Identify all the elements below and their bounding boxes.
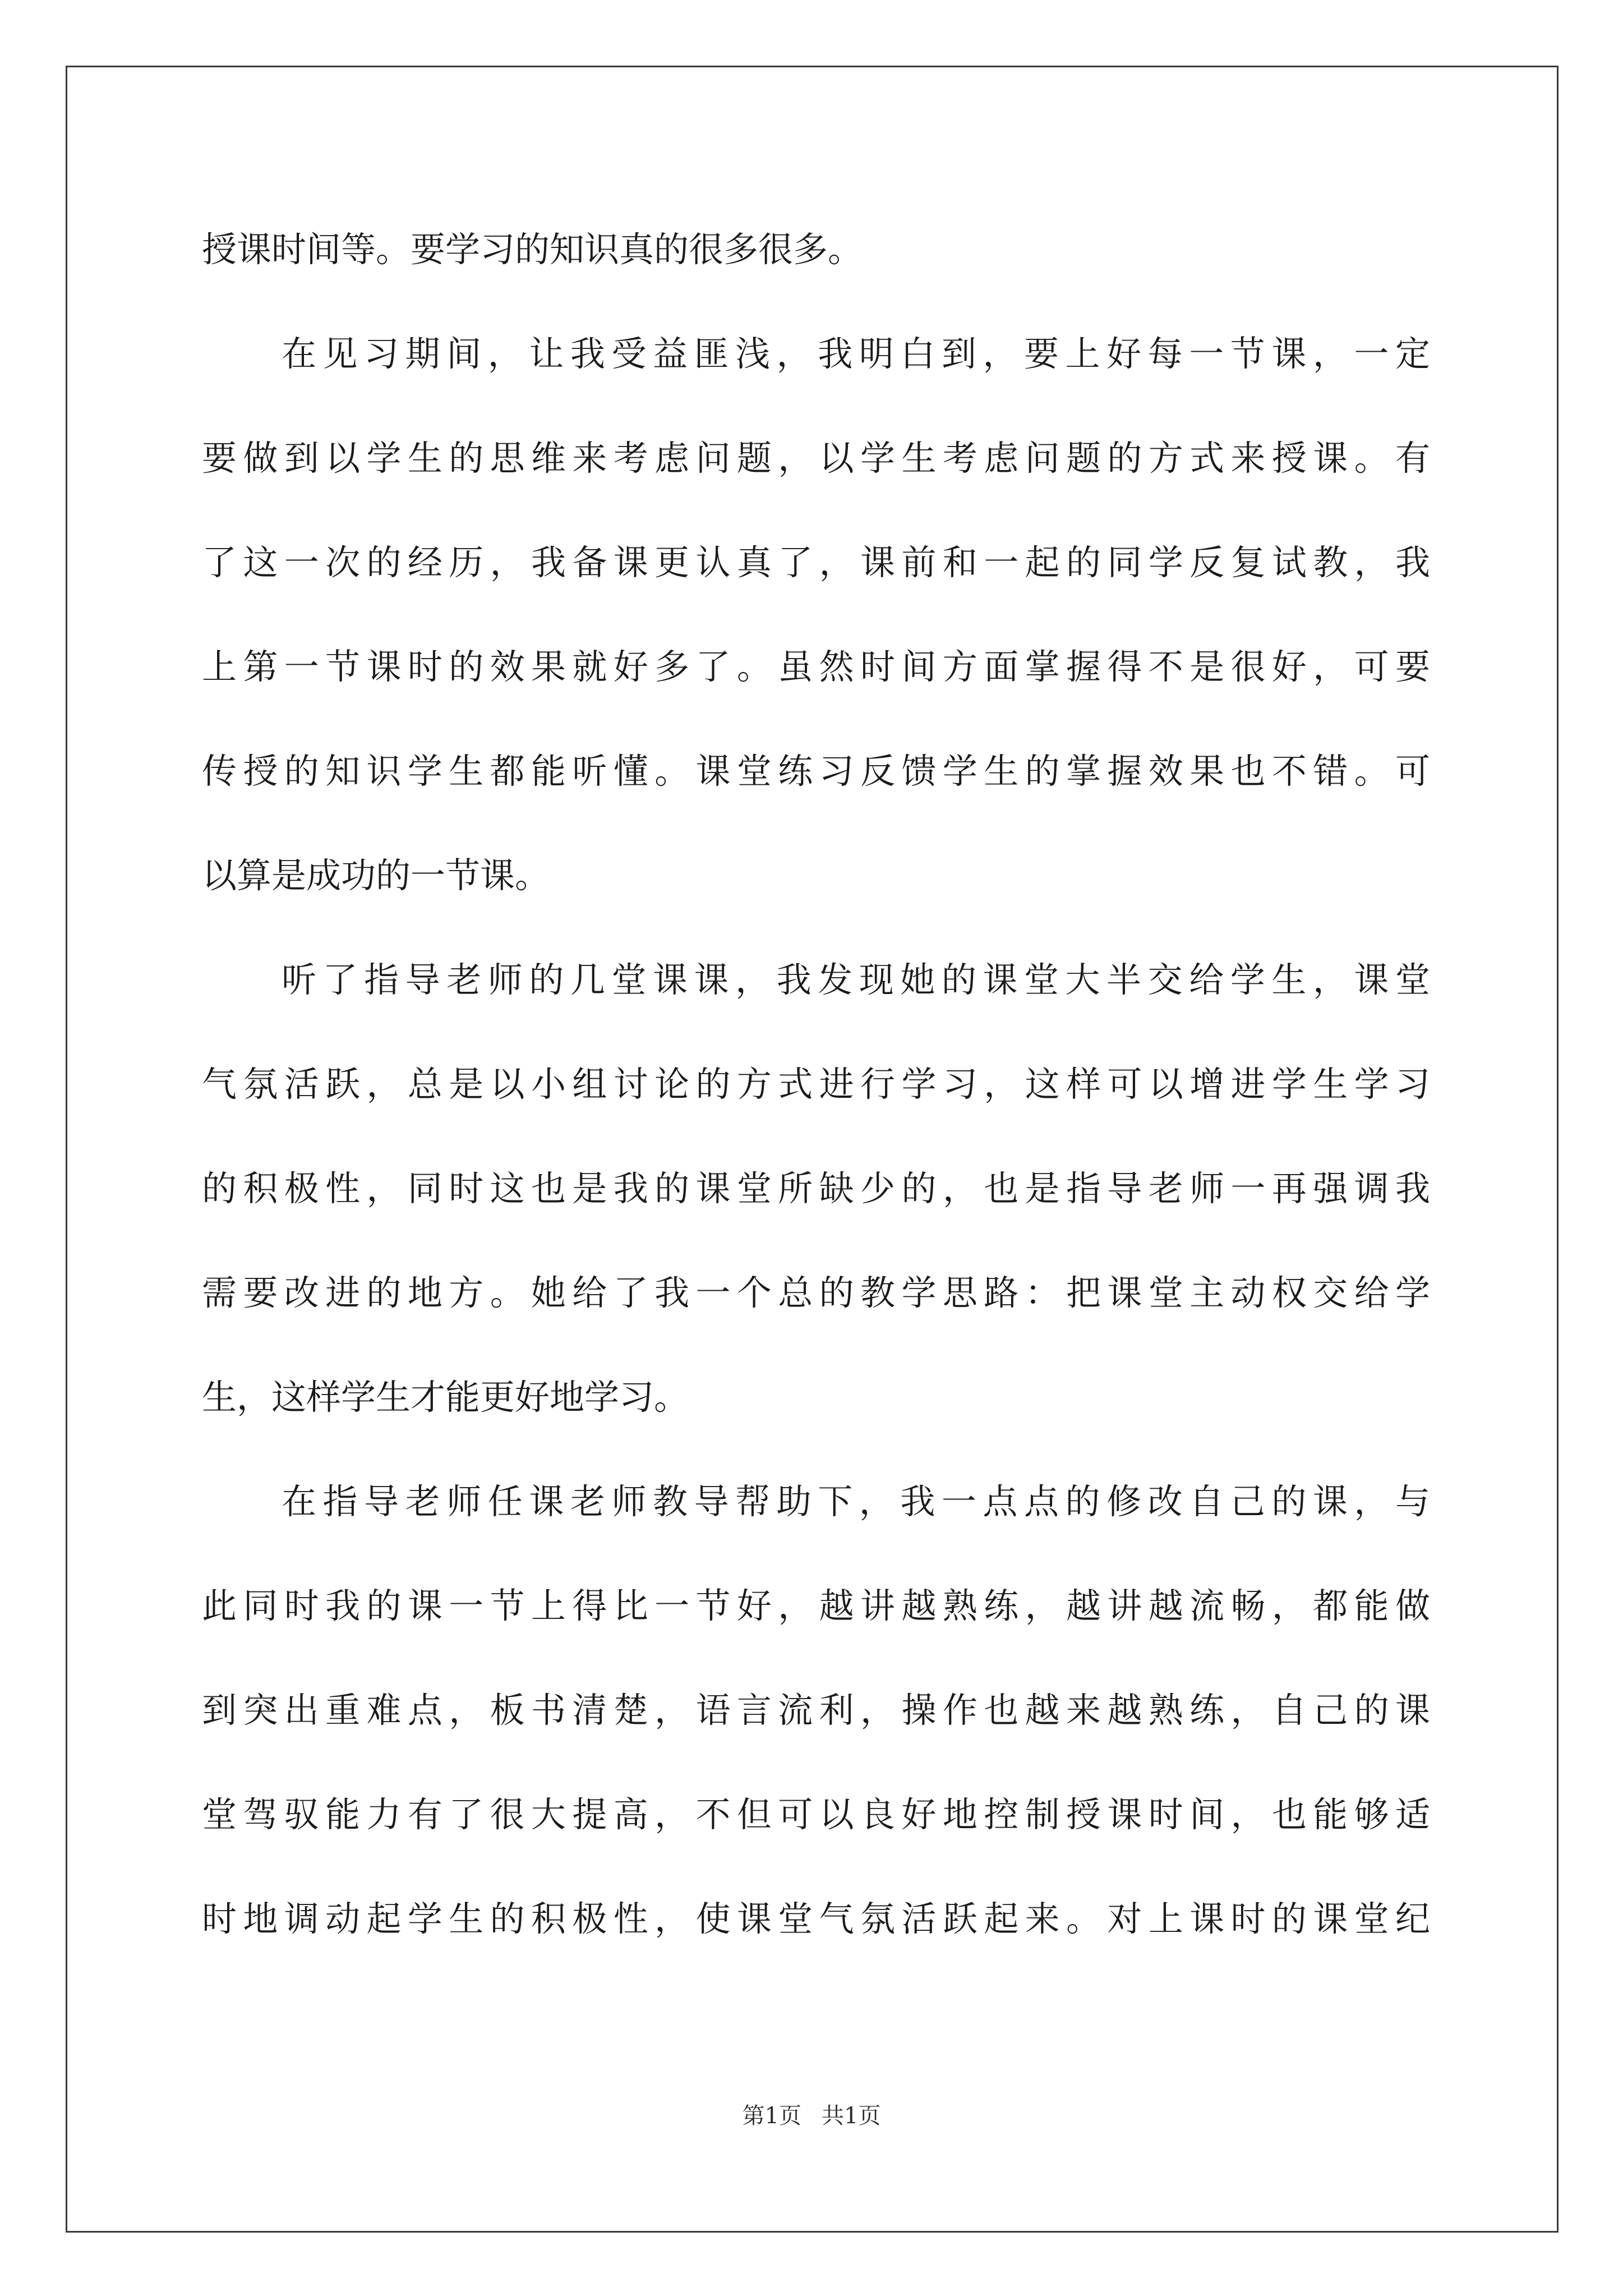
paragraph-start-line: 听了指导老师的几堂课课，我发现她的课堂大半交给学生，课堂 [282,959,1430,1000]
page-number: 第1页 [742,2103,801,2129]
text-line: 了这一次的经历，我备课更认真了，课前和一起的同学反复试教，我 [202,542,1430,583]
page-total: 共1页 [822,2103,881,2129]
paragraph-start-line: 在见习期间，让我受益匪浅，我明白到，要上好每一节课，一定 [282,333,1430,374]
text-line: 要做到以学生的思维来考虑问题，以学生考虑问题的方式来授课。有 [202,438,1430,478]
text-line: 此同时我的课一节上得比一节好，越讲越熟练，越讲越流畅，都能做 [202,1585,1430,1626]
text-line: 授课时间等。要学习的知识真的很多很多。 [202,229,863,270]
paragraph-start-line: 在指导老师任课老师教导帮助下，我一点点的修改自己的课，与 [282,1481,1430,1522]
text-line: 的积极性，同时这也是我的课堂所缺少的，也是指导老师一再强调我 [202,1168,1430,1209]
text-line: 到突出重难点，板书清楚，语言流利，操作也越来越熟练，自己的课 [202,1690,1430,1731]
text-line: 需要改进的地方。她给了我一个总的教学思路：把课堂主动权交给学 [202,1272,1430,1313]
text-line: 气氛活跃，总是以小组讨论的方式进行学习，这样可以增进学生学习 [202,1064,1430,1105]
text-line: 生，这样学生才能更好地学习。 [202,1377,689,1418]
text-line: 以算是成功的一节课。 [202,855,550,896]
text-line: 上第一节课时的效果就好多了。虽然时间方面掌握得不是很好，可要 [202,646,1430,687]
text-line: 传授的知识学生都能听懂。课堂练习反馈学生的掌握效果也不错。可 [202,751,1430,792]
document-body [202,197,1430,1971]
text-line: 时地调动起学生的积极性，使课堂气氛活跃起来。对上课时的课堂纪 [202,1898,1430,1939]
page-footer [0,2098,1623,2130]
text-line: 堂驾驭能力有了很大提高，不但可以良好地控制授课时间，也能够适 [202,1794,1430,1835]
